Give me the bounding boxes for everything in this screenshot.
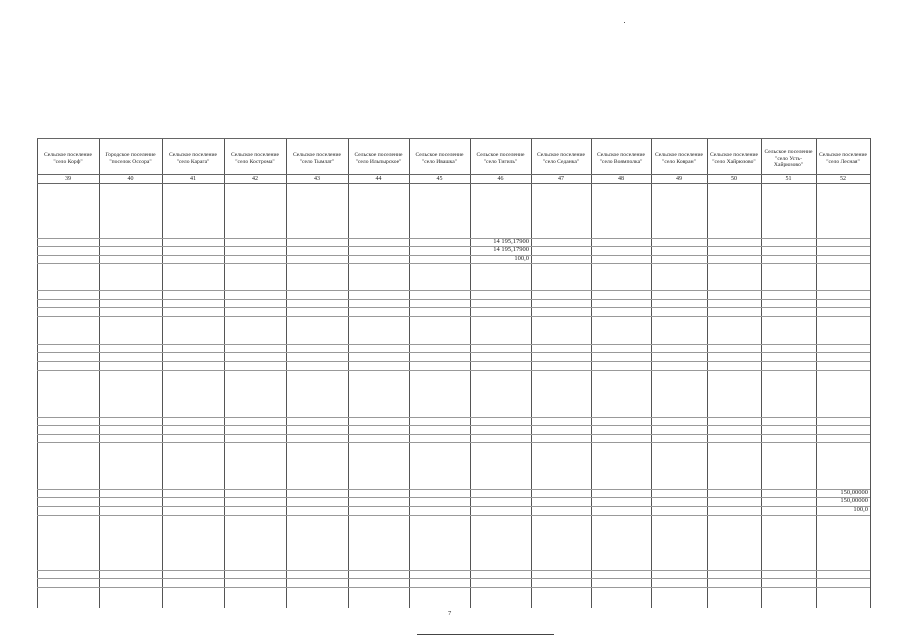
column-number: 41: [190, 175, 196, 182]
col-line: [99, 138, 100, 608]
column-header: Сельское поселение "село Ильпырское": [354, 152, 403, 165]
column-header: Сельское поселение "село Кострома": [231, 152, 279, 165]
column-number: 52: [840, 175, 846, 182]
column-number: 48: [618, 175, 624, 182]
col-line: [651, 138, 652, 608]
cell-value: 100,0: [853, 506, 868, 513]
column-number: 50: [731, 175, 737, 182]
col-line: [707, 138, 708, 608]
footer-rule: [417, 634, 554, 635]
row-line: [37, 442, 870, 443]
col-line: [224, 138, 225, 608]
row-line: [37, 361, 870, 362]
col-line: [162, 138, 163, 608]
column-number: 43: [314, 175, 320, 182]
column-header: Сельское поселение "село Корф": [44, 152, 92, 165]
cell-value: 14 195,17900: [493, 246, 529, 253]
row-line: [37, 299, 870, 300]
row-line: [37, 246, 870, 247]
col-line: [409, 138, 410, 608]
page-number: 7: [448, 610, 452, 617]
row-line: [37, 506, 870, 507]
row-line: [37, 290, 870, 291]
col-line: [591, 138, 592, 608]
row-line: [37, 417, 870, 418]
row-line: [37, 570, 870, 571]
stray-mark: [624, 22, 625, 23]
cell-value: 14 195,17900: [493, 238, 529, 245]
row-line: [37, 138, 870, 139]
column-number: 40: [127, 175, 134, 182]
col-line: [816, 138, 871, 608]
row-line: [37, 238, 870, 239]
column-number: 39: [65, 175, 71, 182]
column-header: Сельское поселение "село Тымлат": [293, 152, 341, 165]
row-line: [37, 183, 870, 184]
cell-value: 150,00000: [840, 489, 868, 496]
column-number: 44: [375, 175, 382, 182]
column-number: 42: [252, 175, 258, 182]
column-header: Сельское поселение "село Тигиль": [476, 152, 525, 165]
row-line: [37, 255, 870, 256]
col-line: [470, 138, 471, 608]
table-grid: [37, 138, 870, 608]
column-header: Сельское поселение "село Воямполка": [597, 152, 645, 165]
column-header: Сельское поселение "село Лесная": [819, 152, 867, 165]
column-number: 51: [785, 175, 792, 182]
column-number: 47: [558, 175, 564, 182]
column-number: 49: [676, 175, 682, 182]
column-header: Сельское поселение "село Ковран": [655, 152, 703, 165]
row-line: [37, 587, 870, 588]
column-number: 46: [497, 175, 504, 182]
row-line: [37, 370, 870, 371]
cell-value: 100,0: [514, 255, 529, 262]
row-line: [37, 263, 870, 264]
row-line: [37, 344, 870, 345]
column-number: 45: [436, 175, 443, 182]
row-line: [37, 352, 870, 353]
row-line: [37, 489, 870, 490]
cell-value: 150,00000: [840, 497, 868, 504]
row-line: [37, 307, 870, 308]
col-line: [286, 138, 287, 608]
col-line: [37, 138, 38, 608]
row-line: [37, 425, 870, 426]
row-line: [37, 497, 870, 498]
row-line: [37, 434, 870, 435]
column-header: Городское поселение "поселок Оссора": [105, 152, 156, 165]
col-line: [348, 138, 349, 608]
column-header: Сельское поселение "село Ивашка": [415, 152, 464, 165]
row-line: [37, 578, 870, 579]
column-header: Сельское поселение "село Седанка": [537, 152, 585, 165]
col-line: [761, 138, 762, 608]
row-line: [37, 316, 870, 317]
column-header: Сельское поселение "село Хайрюзово": [710, 152, 758, 165]
col-line: [531, 138, 532, 608]
column-header: Сельское поселение "село Карага": [169, 152, 217, 165]
column-header: Сельское поселение "село Усть-Хайрюзово": [764, 149, 813, 169]
row-line: [37, 515, 870, 516]
